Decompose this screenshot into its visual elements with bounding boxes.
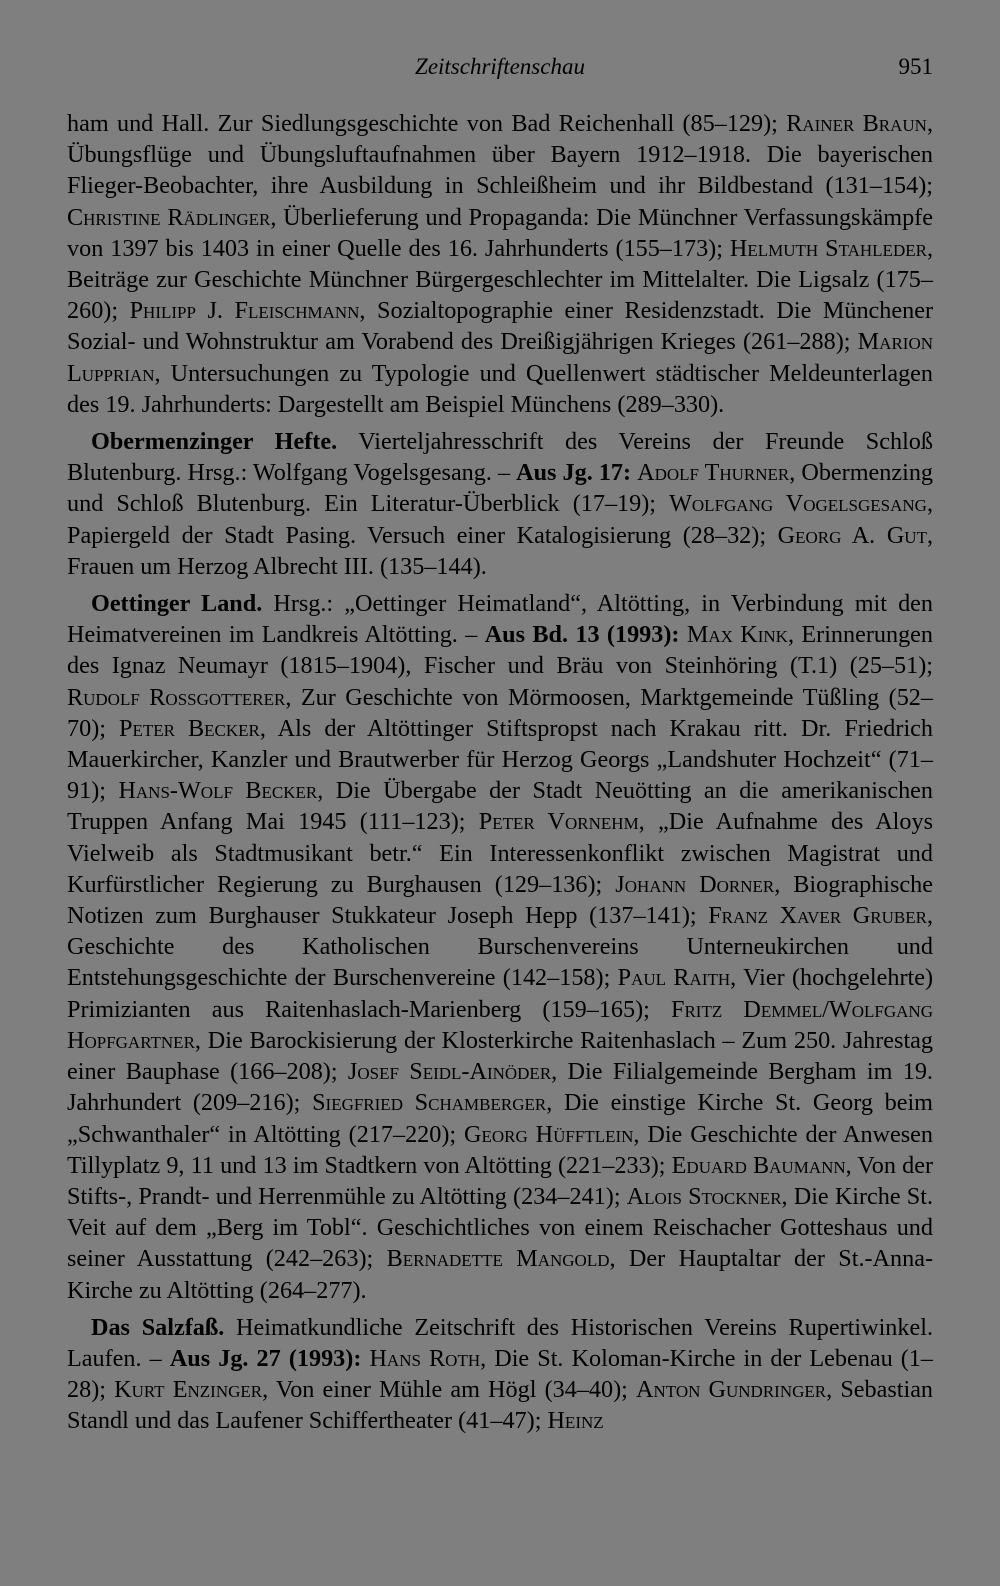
continued-paragraph xyxy=(67,108,933,420)
text-run: , Geschichte des Katholischen Burschenvereins Unterneukirchen und Entstehungsgeschichte der Burschenvereine (142–158); xyxy=(67,902,933,992)
author-name: Franz Xaver Gruber xyxy=(708,902,927,930)
text-run: Heimatkundliche Zeitschrift des Historischen Vereins Rupertiwinkel. Laufen. – xyxy=(67,1313,933,1372)
text-run: , Zur Geschichte von Mörmoosen, Marktgemeinde Tüßling (52–70); xyxy=(67,683,933,742)
text-run: , Als der Altöttinger Stiftspropst nach Krakau ritt. Dr. Friedrich Mauerkircher, Kanzler und Brautwerber für Herzog Georgs „Landshuter Hochzeit“ (71–91); xyxy=(67,714,933,805)
text-run: , Die Kirche St. Veit auf dem „Berg im Tobl“. Geschichtliches von einem Reischacher Gotteshaus und seiner Ausstattung (242–263); xyxy=(67,1182,934,1273)
bold-heading: Aus Bd. 13 (1993): xyxy=(484,621,680,649)
bold-heading: Oettinger Land. xyxy=(91,590,263,618)
author-name: Hans Roth xyxy=(369,1344,481,1372)
text-run: Vierteljahresschrift des Vereins der Freunde Schloß Blutenburg. Hrsg.: Wolfgang Vogelsgesang. – xyxy=(67,428,933,487)
author-name: Peter Becker xyxy=(119,714,260,742)
text-run: , Die St. Koloman-Kirche in der Lebenau (1–28); xyxy=(67,1344,933,1404)
text-run: , „Die Aufnahme des Aloys Vielweib als Stadtmusikant betr.“ Ein Interessenkonflikt zwischen Magistrat und Kurfürstlicher Regierung zu Burghausen (129–136); xyxy=(67,808,933,898)
author-name: Philipp J. Fleischmann xyxy=(129,297,360,325)
page-number: 951 xyxy=(898,54,933,79)
bold-heading: Obermenzinger Hefte. xyxy=(91,428,338,456)
text-run: , Sebastian Standl und das Laufener Schiffertheater (41–47); xyxy=(67,1376,934,1435)
bold-heading: Aus Jg. 17: xyxy=(516,459,632,487)
text-run: , Sozialtopographie einer Residenzstadt. Die Münchener Sozial- und Wohnstruktur am Vorabend des Dreißigjährigen Krieges (261–288); xyxy=(67,297,934,356)
author-name: Marion Lupprian xyxy=(67,328,933,387)
text-run: , Vier (hochgelehrte) Primizianten aus Raitenhaslach-Marienberg (159–165); xyxy=(67,964,934,1023)
journal-entry xyxy=(67,1312,933,1437)
author-name: Heinz xyxy=(547,1407,604,1435)
author-name: Johann Dorner xyxy=(615,870,775,898)
author-name: Kurt Enzinger xyxy=(114,1376,263,1404)
author-name: Georg A. Gut xyxy=(777,521,927,549)
author-name: Rainer Braun xyxy=(786,110,927,137)
author-name: Paul Raith xyxy=(617,964,731,992)
text-run: , Überlieferung und Propaganda: Die Münchner Verfassungskämpfe von 1397 bis 1403 in einer Quelle des 16. Jahrhunderts (155–173); xyxy=(67,203,933,262)
running-head: Zeitschriftenschau xyxy=(415,54,585,79)
article-body xyxy=(67,108,933,1437)
text-run: , Papiergeld der Stadt Pasing. Versuch einer Katalogisierung (28–32); xyxy=(67,490,933,549)
text-run: , Frauen um Herzog Albrecht III. (135–144). xyxy=(67,521,933,580)
text-run: , Die einstige Kirche St. Georg beim „Schwanthaler“ in Altötting (217–220); xyxy=(67,1089,933,1148)
author-name: Bernadette Mangold xyxy=(386,1245,610,1273)
bold-heading: Aus Jg. 27 (1993): xyxy=(169,1344,362,1372)
text-run: , Die Geschichte der Anwesen Tillyplatz 9, 11 und 13 im Stadtkern von Altötting (221–233); xyxy=(67,1120,933,1179)
text-run: , Übungsflüge und Übungsluftaufnahmen über Bayern 1912–1918. Die bayerischen Flieger-Beobachter, ihre Ausbildung in Schleißheim und ihr Bildbestand (131–154); xyxy=(67,110,933,200)
page-header xyxy=(67,48,933,88)
author-name: Anton Gundringer xyxy=(636,1376,827,1404)
text-run: ham und Hall. Zur Siedlungsgeschichte von Bad Reichenhall (85–129); xyxy=(67,110,787,137)
author-name: Max Kink xyxy=(686,621,788,649)
text-run: , Die Barockisierung der Klosterkirche Raitenhaslach – Zum 250. Jahrestag einer Bauphase (166–208); xyxy=(67,1026,933,1086)
author-name: Rudolf Rossgotterer xyxy=(67,683,286,711)
text-run: , Erinnerungen des Ignaz Neumayr (1815–1904), Fischer und Bräu von Steinhöring (T.1) (25–51); xyxy=(67,621,934,680)
journal-entry xyxy=(67,588,933,1306)
author-name: Christine Rädlinger xyxy=(67,203,271,231)
text-run: , Die Filialgemeinde Bergham im 19. Jahrhundert (209–216); xyxy=(67,1058,933,1117)
bold-heading: Das Salzfaß. xyxy=(91,1313,225,1341)
author-name: Alois Stockner xyxy=(626,1182,782,1210)
text-run: , Obermenzing und Schloß Blutenburg. Ein Literatur-Überblick (17–19); xyxy=(67,459,934,518)
text-run: , Biographische Notizen zum Burghauser Stukkateur Joseph Hepp (137–141); xyxy=(67,870,933,930)
author-name: Peter Vornehm xyxy=(478,808,639,836)
author-name: Wolfgang Vogelsgesang xyxy=(669,490,927,518)
author-name: Eduard Baumann xyxy=(671,1151,846,1179)
text-run xyxy=(679,621,686,648)
author-name: Siegfried Schamberger xyxy=(312,1089,547,1117)
text-run: , Der Hauptaltar der St.-Anna-Kirche zu Altötting (264–277). xyxy=(67,1245,934,1304)
author-name: Helmuth Stahleder xyxy=(729,234,927,262)
journal-entry xyxy=(67,426,933,582)
text-run: Hrsg.: „Oettinger Heimatland“, Altötting, in Verbindung mit den Heimatvereinen im Landkreis Altötting. – xyxy=(67,590,934,649)
text-run: , Von der Stifts-, Prandt- und Herrenmühle zu Altötting (234–241); xyxy=(67,1151,933,1210)
text-run: , Von einer Mühle am Högl (34–40); xyxy=(262,1376,637,1404)
text-run: , Beiträge zur Geschichte Münchner Bürgergeschlechter im Mittelalter. Die Ligsalz (175–260); xyxy=(67,234,933,325)
author-name: Adolf Thurner xyxy=(637,459,790,487)
author-name: Josef Seidl-Ainöder xyxy=(347,1058,552,1086)
text-run: , Die Übergabe der Stadt Neuötting an die amerikanischen Truppen Anfang Mai 1945 (111–123); xyxy=(67,777,933,836)
author-name: Fritz Demmel/Wolfgang Hopfgartner xyxy=(67,995,933,1054)
text-run: , Untersuchungen zu Typologie und Quellenwert städtischer Meldeunterlagen des 19. Jahrhunderts: Dargestellt am Beispiel Münchens (289–330). xyxy=(67,359,933,418)
document-page xyxy=(67,48,933,1443)
author-name: Hans-Wolf Becker xyxy=(118,777,318,805)
author-name: Georg Hüfftlein xyxy=(464,1120,634,1148)
